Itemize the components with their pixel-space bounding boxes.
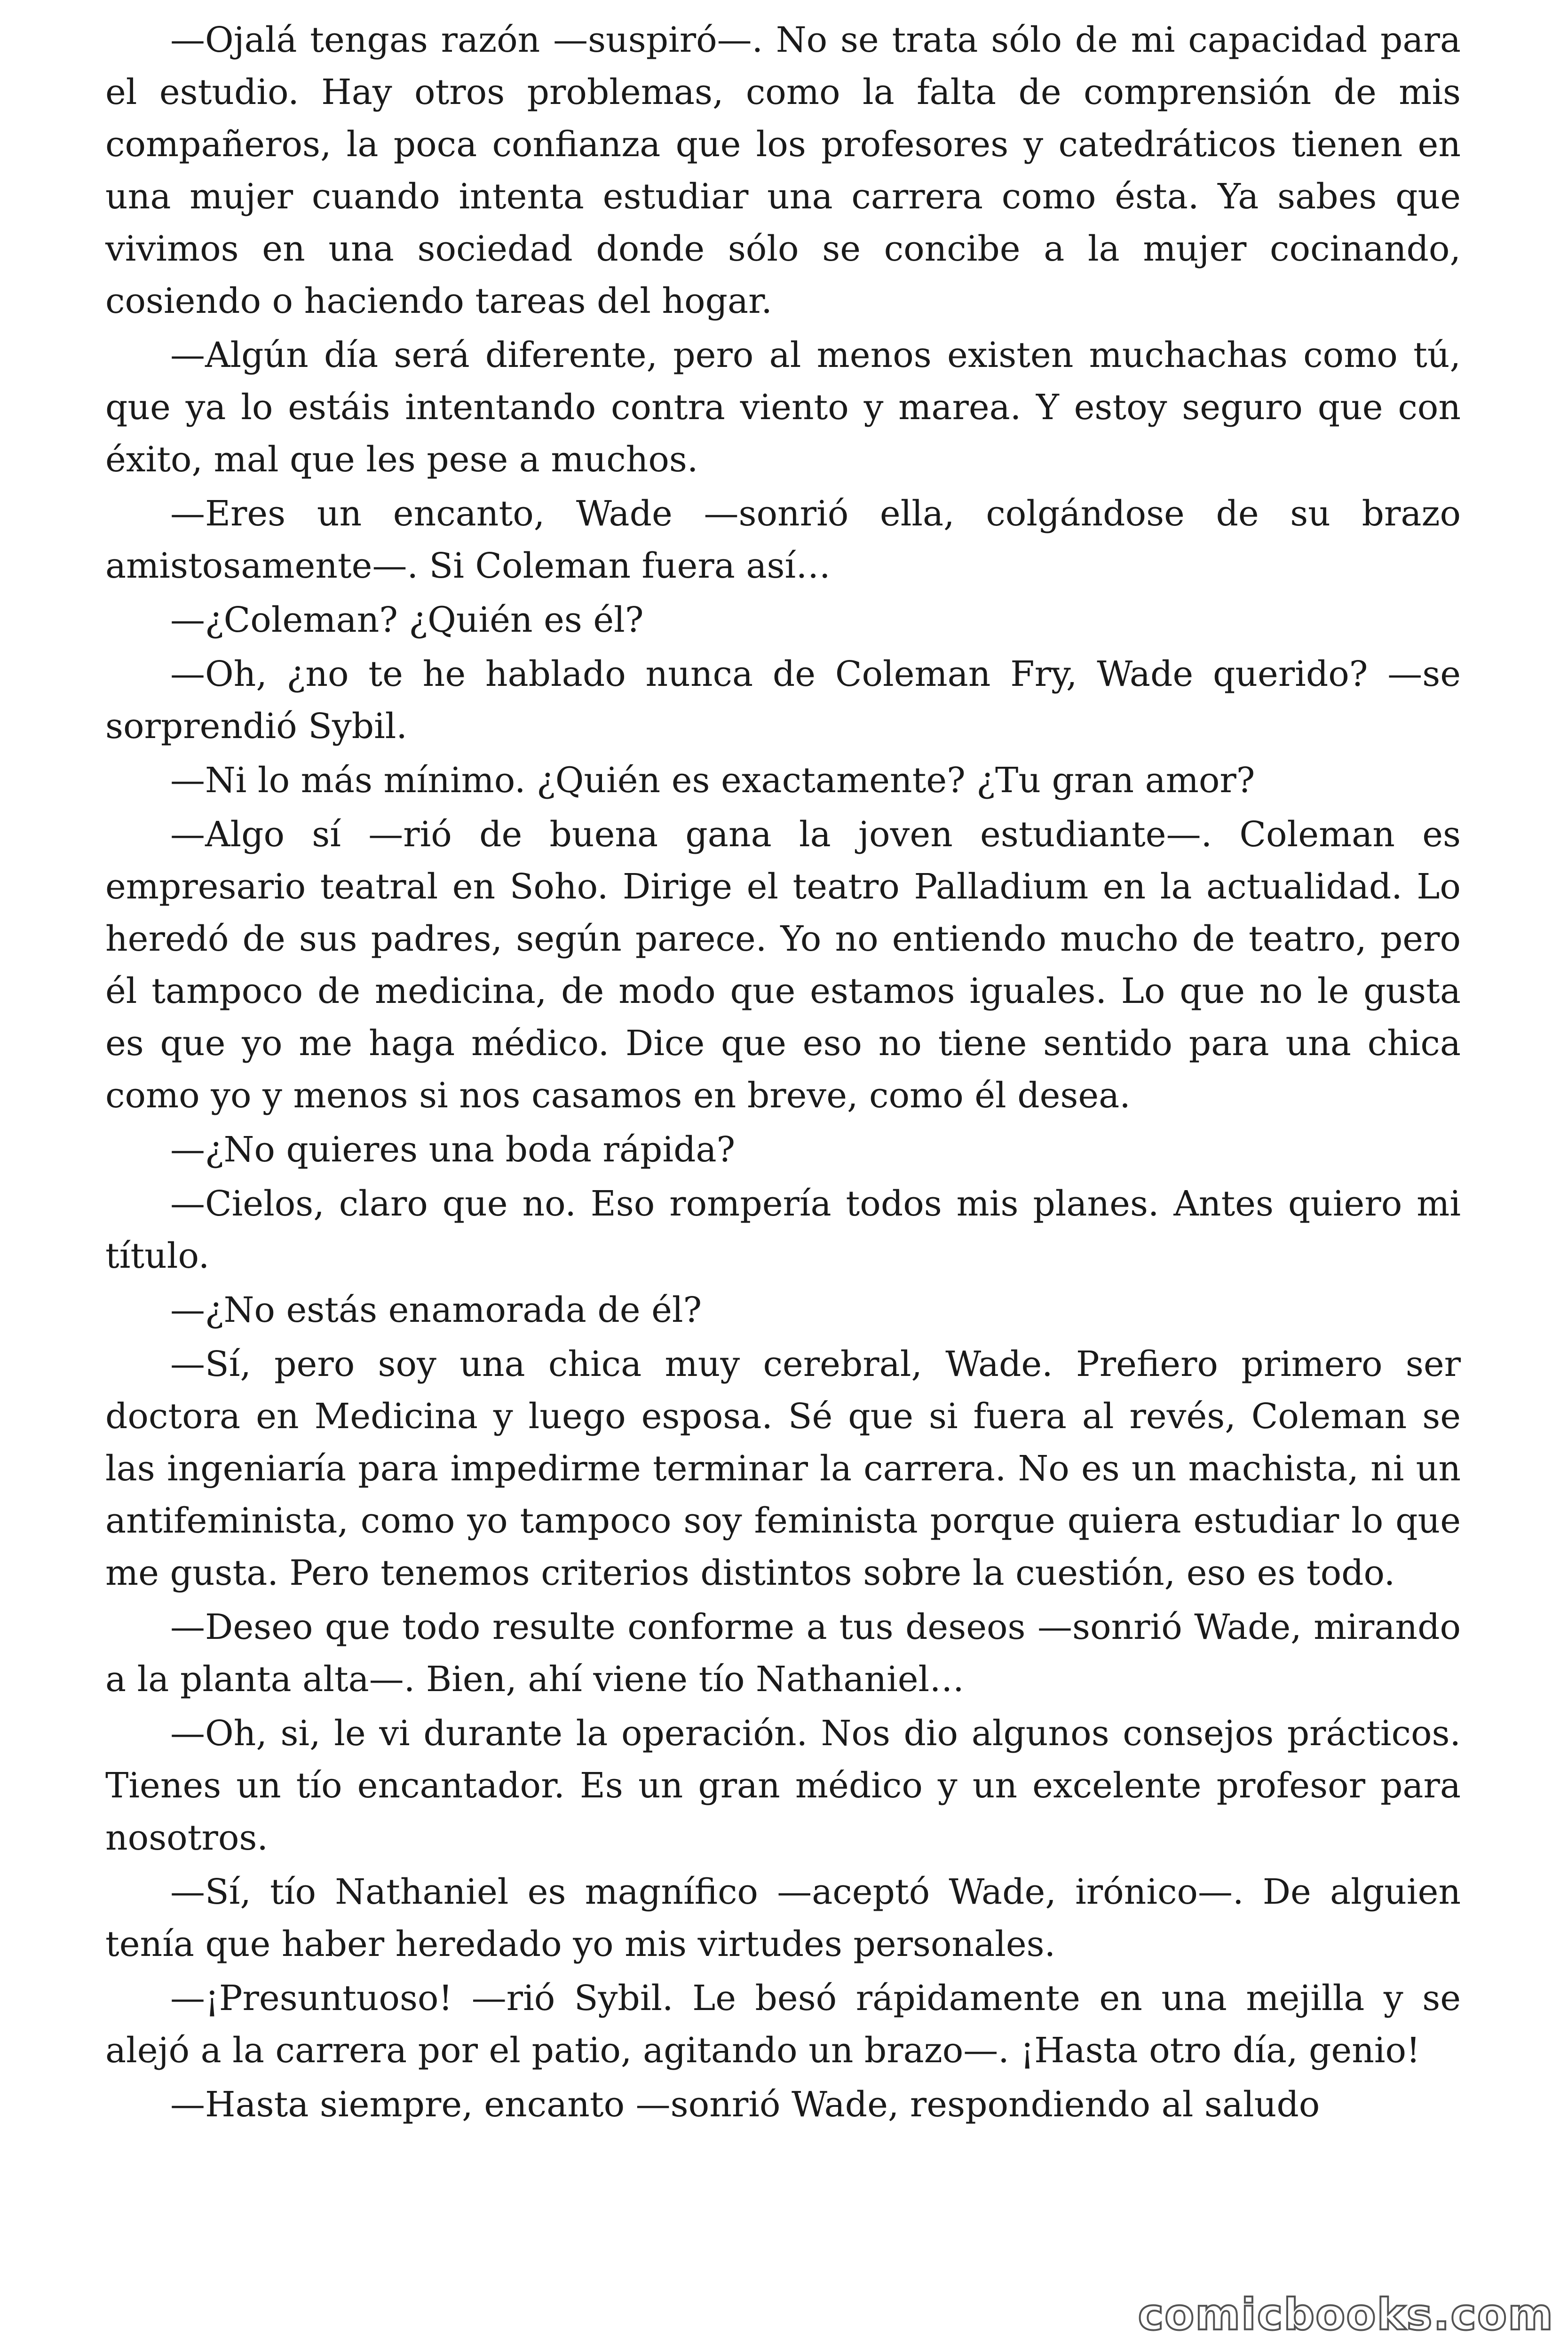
paragraph: —Eres un encanto, Wade —sonrió ella, colgándose de su brazo amistosamente—. Si Coleman fuera así… xyxy=(105,493,1461,586)
paragraph: —¡Presuntuoso! —rió Sybil. Le besó rápidamente en una mejilla y se alejó a la carrera por el patio, agitando un brazo—. ¡Hasta otro día, genio! xyxy=(105,1978,1461,2071)
paragraph: —Oh, ¿no te he hablado nunca de Coleman Fry, Wade querido? —se sorprendió Sybil. xyxy=(105,654,1461,747)
paragraph: —¿No estás enamorada de él? xyxy=(170,1290,702,1330)
paragraph: —Sí, tío Nathaniel es magnífico —aceptó Wade, irónico—. De alguien tenía que haber heredado yo mis virtudes personales. xyxy=(105,1872,1461,1964)
page-text xyxy=(105,14,1461,2133)
paragraph: —Ojalá tengas razón —suspiró—. No se trata sólo de mi capacidad para el estudio. Hay otros problemas, como la falta de comprensión de mis compañeros, la poca confianza que los profesores y catedráticos tienen en una mujer cuando intenta estudiar una carrera como ésta. Ya sabes que vivimos en una sociedad donde sólo se concibe a la mujer cocinando, cosiendo o haciendo tareas del hogar. xyxy=(105,20,1461,321)
paragraph: —Algo sí —rió de buena gana la joven estudiante—. Coleman es empresario teatral en Soho. Dirige el teatro Palladium en la actualidad. Lo heredó de sus padres, según parece. Yo no entiendo mucho de teatro, pero él tampoco de medicina, de modo que estamos iguales. Lo que no le gusta es que yo me haga médico. Dice que eso no tiene sentido para una chica como yo y menos si nos casamos en breve, como él desea. xyxy=(105,814,1461,1116)
watermark-logo: comicbooks.com xyxy=(1138,2289,1554,2340)
paragraph: —Cielos, claro que no. Eso rompería todos mis planes. Antes quiero mi título. xyxy=(105,1184,1461,1276)
paragraph: —¿No quieres una boda rápida? xyxy=(170,1129,736,1170)
paragraph: —Ni lo más mínimo. ¿Quién es exactamente? ¿Tu gran amor? xyxy=(170,760,1255,801)
paragraph: —Algún día será diferente, pero al menos existen muchachas como tú, que ya lo estáis intentando contra viento y marea. Y estoy seguro que con éxito, mal que les pese a muchos. xyxy=(105,335,1461,480)
paragraph: —¿Coleman? ¿Quién es él? xyxy=(170,600,644,640)
paragraph: —Hasta siempre, encanto —sonrió Wade, respondiendo al saludo xyxy=(170,2084,1320,2125)
paragraph: —Deseo que todo resulte conforme a tus deseos —sonrió Wade, mirando a la planta alta—. Bien, ahí viene tío Nathaniel… xyxy=(105,1607,1461,1700)
paragraph: —Sí, pero soy una chica muy cerebral, Wade. Prefiero primero ser doctora en Medicina y luego esposa. Sé que si fuera al revés, Coleman se las ingeniaría para impedirme terminar la carrera. No es un machista, ni un antifeminista, como yo tampoco soy feminista porque quiera estudiar lo que me gusta. Pero tenemos criterios distintos sobre la cuestión, eso es todo. xyxy=(105,1344,1461,1593)
paragraph: —Oh, si, le vi durante la operación. Nos dio algunos consejos prácticos. Tienes un tío encantador. Es un gran médico y un excelente profesor para nosotros. xyxy=(105,1713,1461,1858)
